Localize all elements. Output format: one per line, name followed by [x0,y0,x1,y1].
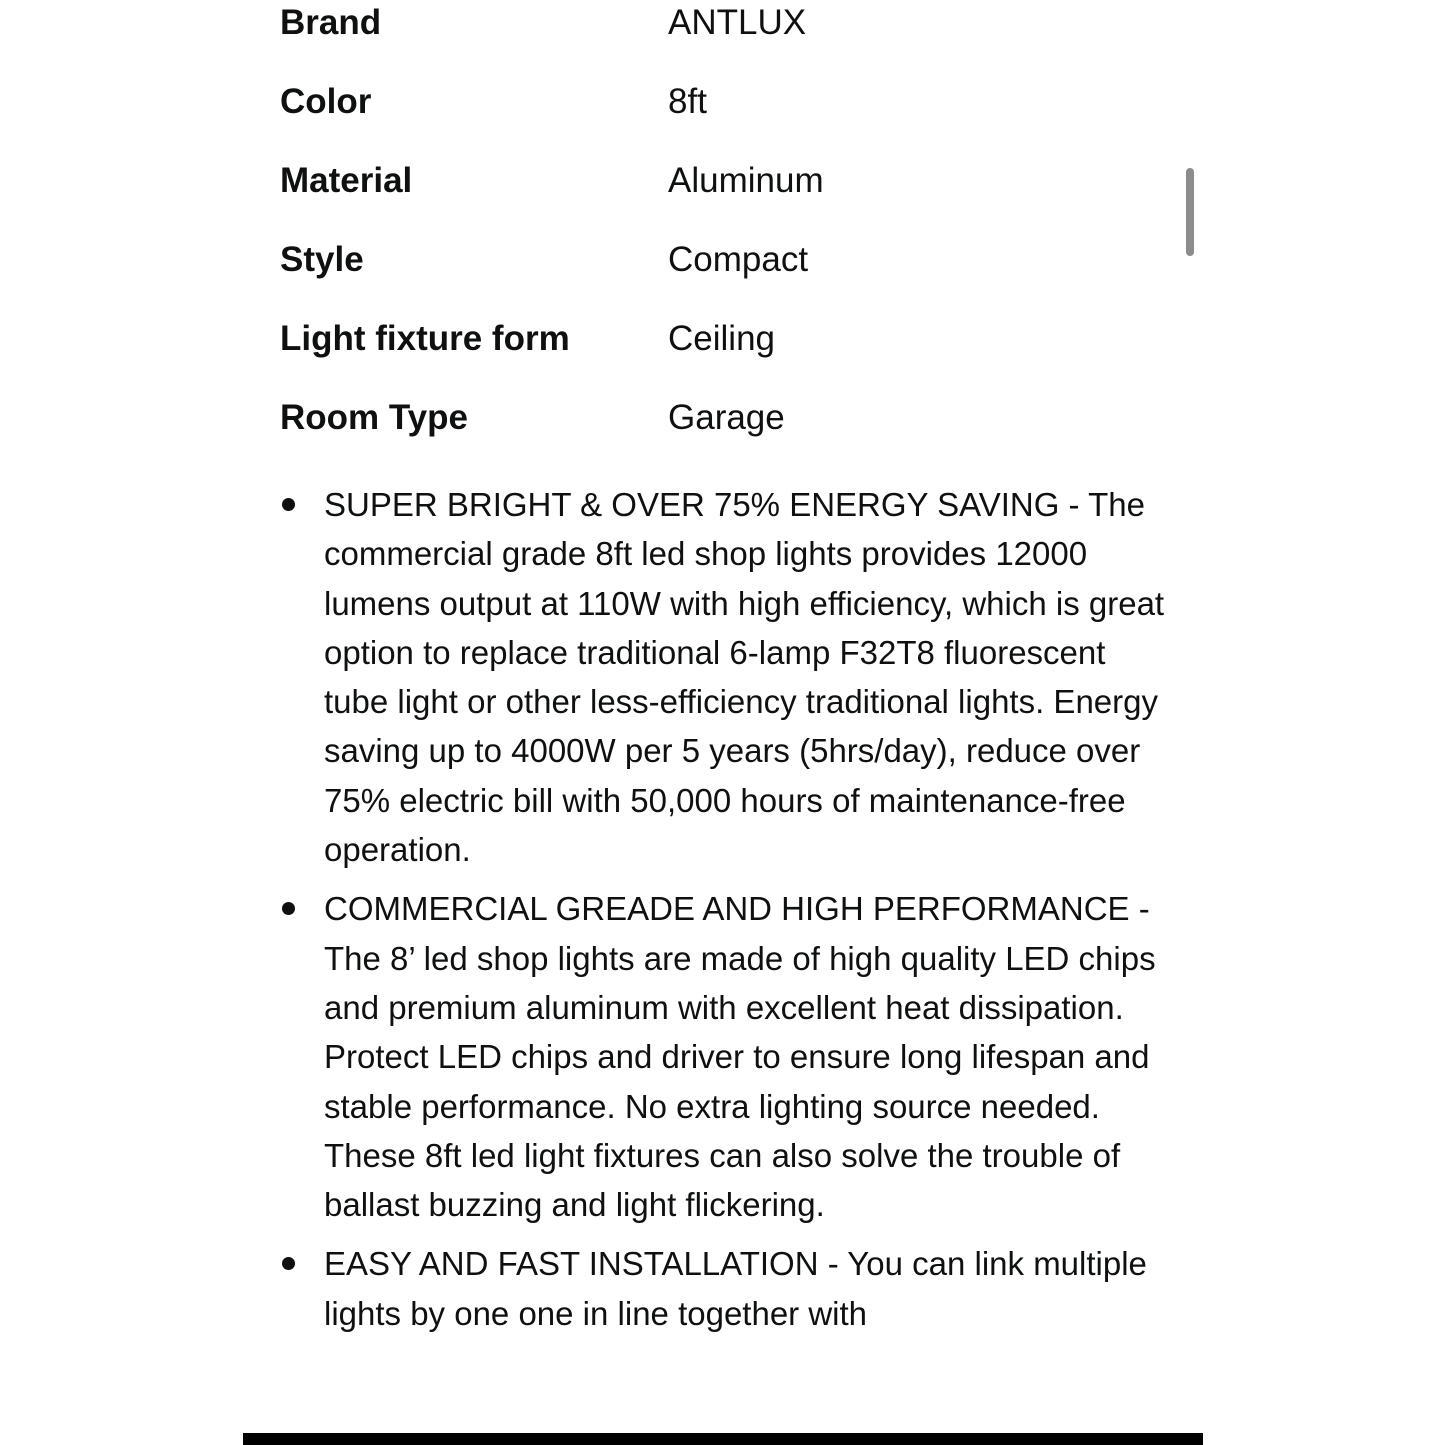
list-item [280,884,1170,1229]
spec-label: Light fixture form [280,319,570,358]
spec-value: Aluminum [668,161,824,200]
spec-value: ANTLUX [668,3,807,42]
spec-value: 8ft [668,82,707,121]
spec-row-material [280,156,1160,206]
spec-label: Room Type [280,398,468,437]
spec-row-light-fixture-form [280,314,1160,364]
spec-label: Color [280,82,372,121]
bullet-text: SUPER BRIGHT & OVER 75% ENERGY SAVING - The commercial grade 8ft led shop lights provides 12000 lumens output at 110W with high efficiency, which is great option to replace traditional 6-lamp F32T8 fluorescent tube light or other less-efficiency traditional lights. Energy saving up to 4000W per 5 years (5hrs/day), reduce over 75% electric bill with 50,000 hours of maintenance-free operation. [324,486,1165,869]
bullet-text: EASY AND FAST INSTALLATION - You can link multiple lights by one one in line together with [324,1245,1147,1332]
spec-label: Brand [280,3,382,42]
spec-row-brand [280,0,1160,48]
spec-value: Compact [668,240,809,279]
product-details-screen [243,0,1203,1445]
bullet-text: COMMERCIAL GREADE AND HIGH PERFORMANCE - The 8’ led shop lights are made of high quality LED chips and premium aluminum with excellent heat dissipation. Protect LED chips and driver to ensure long lifespan and stable performance. No extra lighting source needed. These 8ft led light fixtures can also solve the trouble of ballast buzzing and light flickering. [324,890,1156,1224]
spec-row-color [280,77,1160,127]
list-item [280,480,1170,874]
feature-bullet-list [280,480,1170,1348]
bottom-edge-bar [243,1433,1203,1445]
spec-label: Material [280,161,413,200]
vertical-scrollbar[interactable] [1186,168,1194,256]
bullet-dot-icon [282,1257,295,1270]
spec-value: Ceiling [668,319,775,358]
spec-row-style [280,235,1160,285]
spec-row-room-type [280,393,1160,443]
spec-label: Style [280,240,364,279]
bullet-dot-icon [282,902,295,915]
bullet-dot-icon [282,498,295,511]
list-item [280,1239,1170,1338]
spec-value: Garage [668,398,785,437]
